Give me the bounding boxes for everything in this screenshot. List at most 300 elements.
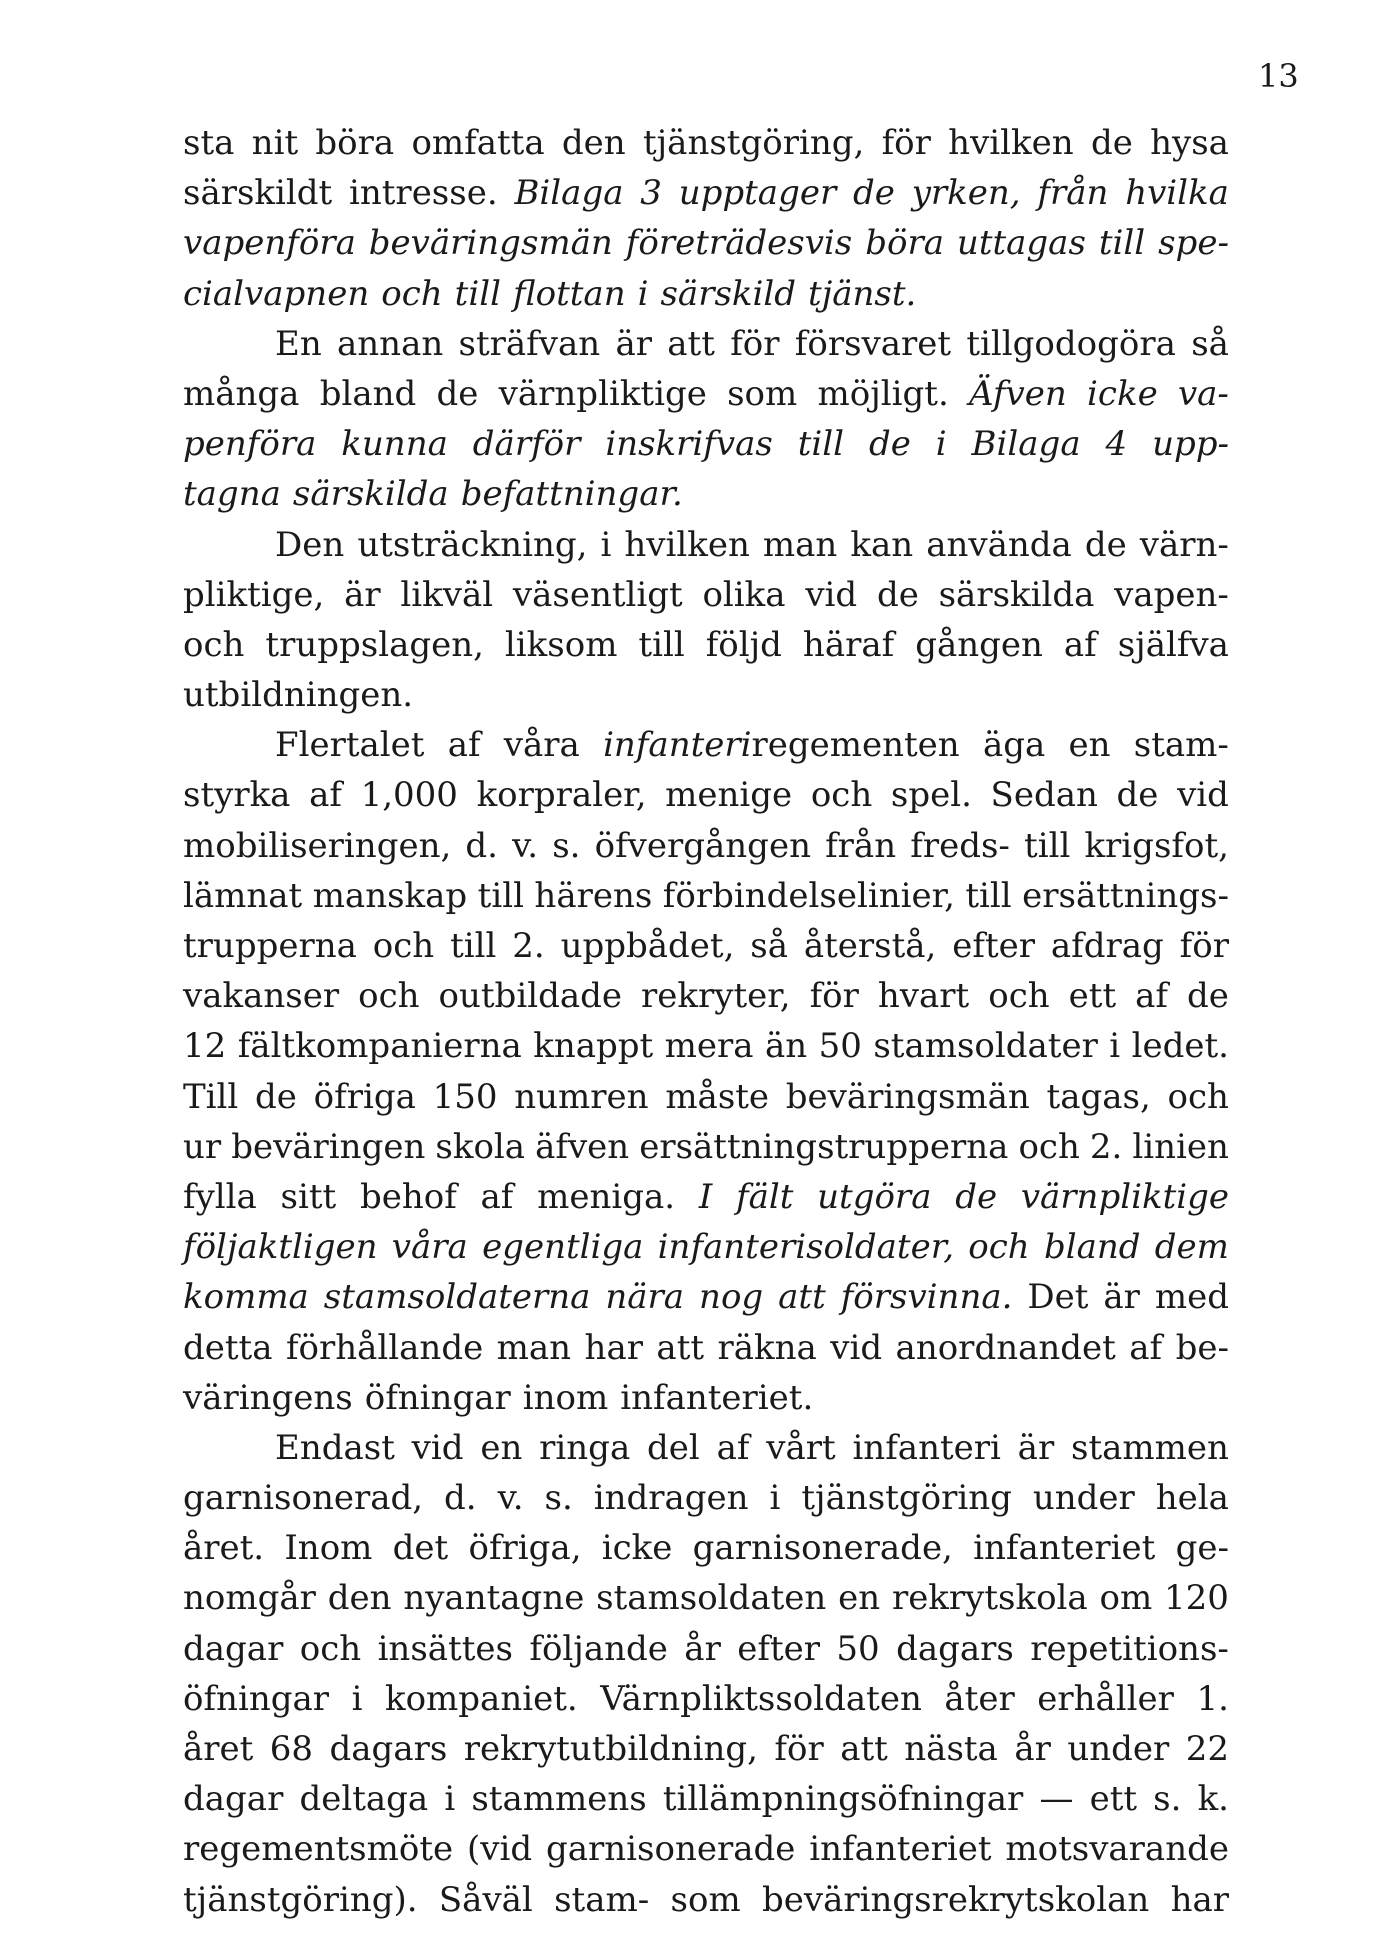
word: Äfven <box>969 373 1067 414</box>
word: värnpliktige <box>1020 1176 1229 1217</box>
word: deltaga <box>299 1779 429 1820</box>
text-line <box>183 469 1229 519</box>
word: att <box>667 323 715 364</box>
text-line <box>183 369 1229 419</box>
word: sitt <box>280 1176 337 1217</box>
word: och <box>810 775 873 816</box>
word: sträfvan <box>458 323 601 364</box>
text-line <box>183 1774 1229 1824</box>
word: infanteriet <box>973 1528 1156 1569</box>
word: gången <box>915 624 1043 665</box>
word: fältkompanierna <box>237 1026 522 1067</box>
word: efter <box>737 1628 820 1669</box>
word: hela <box>1155 1478 1229 1519</box>
word: åter <box>944 1678 1015 1719</box>
word: bland <box>319 373 417 414</box>
word: komma <box>183 1277 309 1318</box>
word: man <box>496 1327 572 1368</box>
word: till <box>965 875 1012 916</box>
word: tillgodogöra <box>966 323 1176 364</box>
word: freds- <box>910 825 1010 866</box>
word: 120 <box>1164 1578 1229 1619</box>
word: utsträckning, <box>357 524 588 565</box>
word: beväringen <box>231 1126 426 1167</box>
word: 12 <box>183 1026 227 1067</box>
text-line <box>183 1072 1229 1122</box>
word: nomgår <box>183 1578 316 1619</box>
word: manskap <box>312 875 468 916</box>
page-number: 13 <box>1258 57 1299 95</box>
word: som <box>727 373 798 414</box>
word: omfatta <box>411 123 545 163</box>
text-line <box>183 319 1229 369</box>
word: s. <box>544 1478 573 1519</box>
word: och <box>381 273 443 314</box>
word: repetitions- <box>1030 1628 1229 1669</box>
word: vid <box>830 1327 883 1368</box>
word: olika <box>702 574 786 615</box>
word: och <box>968 1227 1030 1268</box>
body-text <box>183 118 1229 1925</box>
word: garnisonerad, <box>183 1478 424 1519</box>
word: Endast <box>275 1427 395 1468</box>
word: hvilken <box>624 524 750 565</box>
word: äfven <box>535 1126 630 1167</box>
word: tjänst. <box>808 273 917 314</box>
word: 50 <box>818 1026 862 1067</box>
text-line <box>183 670 1229 720</box>
word: dagar <box>183 1628 284 1669</box>
word: häraf <box>802 624 895 665</box>
word: året <box>183 1729 254 1769</box>
text-line <box>183 1122 1229 1172</box>
word: meniga. <box>537 1176 676 1217</box>
word: i <box>444 1779 456 1820</box>
word: till <box>454 273 501 314</box>
word: de <box>955 1176 998 1217</box>
word: Flertalet <box>275 725 425 766</box>
word: Den <box>275 524 345 565</box>
word: öfningar <box>364 1377 511 1418</box>
word: be- <box>1175 1327 1229 1368</box>
word: vid <box>805 574 858 615</box>
word: vakanser <box>183 976 340 1017</box>
text-line <box>183 871 1229 921</box>
word: en <box>1068 725 1111 766</box>
text-line <box>183 1423 1229 1473</box>
word: i <box>769 1478 781 1519</box>
word: till <box>450 926 497 966</box>
word: nästa <box>904 1729 998 1769</box>
word: 1. <box>1196 1678 1229 1719</box>
text-line <box>183 419 1229 469</box>
word: ersättningstrupperna <box>639 1126 1009 1167</box>
word: nära <box>605 1277 685 1318</box>
word: pliktige, <box>183 574 325 615</box>
word: infanteriet <box>809 1829 992 1870</box>
word: så <box>750 926 788 966</box>
word: de <box>1116 775 1159 816</box>
word: af <box>309 775 342 816</box>
word: 150 <box>432 1076 498 1117</box>
word: följaktligen <box>183 1227 378 1268</box>
word: ett <box>1089 1779 1138 1820</box>
word: infanterisoldater, <box>657 1227 955 1268</box>
word: va- <box>1177 373 1229 414</box>
word: knappt <box>533 1026 654 1067</box>
word: tjänstgöring <box>801 1478 1012 1519</box>
word: vid <box>411 1427 464 1468</box>
word: till <box>1098 223 1146 264</box>
word: garnisonerade, <box>692 1528 953 1569</box>
word: följd <box>705 624 782 665</box>
word: väringens <box>183 1377 353 1418</box>
word: 4 <box>1105 424 1128 465</box>
word: d. <box>444 1478 477 1519</box>
word: vapenföra <box>183 223 356 264</box>
word: af <box>716 1427 750 1468</box>
word: dem <box>1154 1227 1229 1268</box>
word: liksom <box>504 624 618 665</box>
word: inskrifvas <box>605 424 773 465</box>
word: utbildningen. <box>183 675 414 716</box>
word: skola <box>435 1126 526 1167</box>
word: kunna <box>341 424 448 465</box>
word: nog <box>699 1277 764 1318</box>
word: insättes <box>377 1628 513 1669</box>
word: för <box>1179 926 1229 966</box>
word: beväringsmän <box>785 1076 1030 1117</box>
word: s. <box>1153 1779 1182 1820</box>
word: hvilken <box>948 123 1074 163</box>
word: den <box>561 123 626 163</box>
word: nit <box>251 123 299 163</box>
word: af <box>480 1176 514 1217</box>
word: våra <box>391 1227 468 1268</box>
word: mobiliseringen, <box>183 825 452 866</box>
word: själfva <box>1117 624 1229 665</box>
word: äga <box>982 725 1046 766</box>
word: — <box>1039 1779 1074 1820</box>
text-line <box>183 570 1229 620</box>
word: är <box>615 323 652 364</box>
word: uppbådet, <box>560 926 735 966</box>
word: vapen- <box>1114 574 1229 615</box>
word: (vid <box>467 1829 533 1870</box>
word: som <box>670 1879 741 1920</box>
word: måste <box>665 1076 770 1117</box>
word: i <box>935 424 947 465</box>
word: spel. <box>890 775 972 816</box>
word: för <box>881 123 931 163</box>
word: outbildade <box>438 976 622 1017</box>
word: den <box>327 1578 392 1619</box>
word: återstå, <box>803 926 937 966</box>
word: k. <box>1197 1779 1229 1820</box>
word: är <box>344 574 381 615</box>
word: regementen <box>751 725 960 766</box>
word: stammens <box>471 1779 647 1820</box>
word: räkna <box>717 1327 817 1368</box>
word: ersättnings- <box>1022 875 1229 916</box>
text-line <box>183 1523 1229 1573</box>
word: och <box>358 976 420 1017</box>
word: d. <box>465 825 498 866</box>
word: år <box>684 1628 721 1669</box>
word: truppslagen, <box>265 624 484 665</box>
word: i <box>1109 1026 1121 1067</box>
word: sta <box>183 123 235 163</box>
word: dagars <box>896 1628 1014 1669</box>
word: en <box>838 1578 881 1619</box>
word: de <box>1187 976 1229 1017</box>
text-line <box>183 1172 1229 1222</box>
word: infanteri <box>603 725 752 766</box>
word: befattningar. <box>460 474 683 515</box>
word: år <box>1014 1729 1051 1769</box>
word: är <box>1017 1427 1055 1468</box>
word: och <box>1018 1126 1080 1167</box>
word: öfriga <box>313 1076 416 1117</box>
word: af <box>1129 1327 1163 1368</box>
word: annan <box>337 323 444 364</box>
word: Till <box>183 1076 239 1117</box>
word: yrken, <box>911 173 1021 214</box>
word: från <box>825 825 897 866</box>
word: 1,000 <box>360 775 458 816</box>
word: v. <box>497 1478 524 1519</box>
word: och <box>372 926 435 966</box>
text-line <box>183 921 1229 971</box>
word: flottan <box>512 273 626 314</box>
word: bland <box>1043 1227 1141 1268</box>
word: för <box>730 323 780 364</box>
word: Värnpliktssoldaten <box>600 1678 922 1719</box>
text-line <box>183 1473 1229 1523</box>
word: fält <box>736 1176 794 1217</box>
word: linien <box>1132 1126 1229 1167</box>
word: ledet. <box>1131 1026 1229 1067</box>
word: öfningar <box>183 1678 330 1719</box>
word: öfvergången <box>594 825 811 866</box>
word: Bilaga <box>514 173 624 214</box>
word: från <box>1037 173 1109 214</box>
word: stam- <box>1133 725 1229 766</box>
word: regementsmöte <box>183 1829 454 1870</box>
word: indragen <box>593 1478 749 1519</box>
word: tjänstgöring). <box>183 1879 418 1920</box>
word: Bilaga <box>971 424 1081 465</box>
word: försvinna. <box>840 1277 1013 1318</box>
word: rekryter, <box>641 976 791 1017</box>
word: styrka <box>183 775 291 816</box>
word: försvaret <box>794 323 952 364</box>
text-line <box>183 118 1229 168</box>
word: utgöra <box>817 1176 932 1217</box>
text-line <box>183 821 1229 871</box>
word: i <box>600 524 612 565</box>
word: likväl <box>400 574 494 615</box>
text-line <box>183 269 1229 319</box>
word: efter <box>952 926 1035 966</box>
text-line <box>183 1674 1229 1724</box>
word: Sedan <box>990 775 1098 816</box>
word: och <box>1167 1076 1229 1117</box>
word: s. <box>552 825 581 866</box>
word: möjligt. <box>817 373 949 414</box>
text-line <box>183 1021 1229 1071</box>
word: de <box>868 424 911 465</box>
word: kan <box>850 524 914 565</box>
word: företrädesvis <box>625 223 853 264</box>
word: Såväl <box>438 1879 533 1920</box>
word: ur <box>183 1126 222 1167</box>
word: 3 <box>640 173 662 214</box>
word: 22 <box>1185 1729 1229 1769</box>
word: uttagas <box>956 223 1086 264</box>
text-line <box>183 520 1229 570</box>
text-line <box>183 1875 1229 1925</box>
word: detta <box>183 1327 273 1368</box>
word: infanteri <box>852 1427 1001 1468</box>
word: följande <box>529 1628 668 1669</box>
word: värn- <box>1139 524 1229 565</box>
word: man <box>762 524 838 565</box>
word: stamsoldaterna <box>323 1277 591 1318</box>
word: har <box>584 1327 643 1368</box>
word: upptager <box>678 173 837 214</box>
word: många <box>183 373 300 414</box>
word: korpraler, <box>476 775 647 816</box>
word: afdrag <box>1050 926 1164 966</box>
word: hvart <box>877 976 970 1017</box>
word: icke <box>601 1528 673 1569</box>
word: året. <box>183 1528 265 1569</box>
word: ge- <box>1175 1528 1229 1569</box>
word: har <box>1170 1879 1229 1920</box>
word: rekrytutbildning, <box>463 1729 758 1769</box>
text-line <box>183 168 1229 218</box>
word: i <box>351 1678 363 1719</box>
text-line <box>183 1824 1229 1874</box>
word: för <box>809 976 859 1017</box>
word: Det <box>1027 1277 1089 1318</box>
word: menige <box>665 775 793 816</box>
word: dagar <box>183 1779 284 1820</box>
word: rekrytskola <box>891 1578 1088 1619</box>
word: de <box>1084 524 1127 565</box>
word: det <box>392 1528 449 1569</box>
word: en <box>480 1427 523 1468</box>
word: våra <box>503 725 580 766</box>
word: särskild <box>660 273 797 314</box>
word: de <box>1090 123 1133 163</box>
text-line <box>183 1323 1229 1373</box>
word: till <box>797 424 845 465</box>
word: penföra <box>183 424 317 465</box>
text-line <box>183 1373 1229 1423</box>
word: icke <box>1087 373 1158 414</box>
word: de <box>853 173 895 214</box>
word: så <box>1191 323 1229 364</box>
word: anordnandet <box>895 1327 1116 1368</box>
word: af <box>447 725 481 766</box>
word: och <box>988 976 1050 1017</box>
word: tagas, <box>1046 1076 1151 1117</box>
word: fylla <box>183 1176 257 1217</box>
word: v. <box>512 825 539 866</box>
word: trupperna <box>183 926 357 966</box>
word: nyantagne <box>403 1578 585 1619</box>
word: stamsoldater <box>873 1026 1098 1067</box>
word: och <box>299 1628 362 1669</box>
word: cialvapnen <box>183 273 370 314</box>
word: stamsoldaten <box>596 1578 827 1619</box>
word: än <box>765 1026 808 1067</box>
word: tagna <box>183 474 281 515</box>
word: erhåller <box>1037 1678 1174 1719</box>
text-line <box>183 971 1229 1021</box>
word: 2. <box>1089 1126 1123 1167</box>
word: beväringsrekrytskolan <box>762 1879 1150 1920</box>
word: med <box>1154 1277 1229 1318</box>
word: mera <box>664 1026 754 1067</box>
word: stammen <box>1071 1427 1229 1468</box>
word: 68 <box>269 1729 314 1769</box>
word: beväringsmän <box>368 223 613 264</box>
word: motsvarande <box>1005 1829 1229 1870</box>
word: af <box>1135 976 1168 1017</box>
text-line <box>183 1573 1229 1623</box>
word: tjänstgöring, <box>642 123 865 163</box>
word: 50 <box>836 1628 880 1669</box>
word: särskilda <box>938 574 1095 615</box>
text-line <box>183 620 1229 670</box>
word-group <box>603 720 960 770</box>
word: infanteriet. <box>620 1377 814 1418</box>
word: del <box>647 1427 700 1468</box>
word: ett <box>1068 976 1117 1017</box>
word: krigsfot, <box>1084 825 1229 866</box>
text-line <box>183 1724 1229 1774</box>
word: intresse. <box>349 173 498 214</box>
word: väsentligt <box>512 574 683 615</box>
text-line <box>183 218 1229 268</box>
word: värnpliktige <box>498 373 707 414</box>
word: är <box>1103 1277 1140 1318</box>
word: de <box>876 574 919 615</box>
word: de <box>436 373 479 414</box>
word: numren <box>514 1076 649 1117</box>
word: tillämpningsöfningar <box>662 1779 1024 1820</box>
word: i <box>637 273 649 314</box>
text-line <box>183 720 1229 770</box>
word: stam- <box>554 1879 650 1920</box>
word: och <box>183 624 245 665</box>
word: öfriga, <box>468 1528 582 1569</box>
word: dagars <box>329 1729 448 1769</box>
word: En <box>275 323 322 364</box>
word: för <box>774 1729 824 1769</box>
word: om <box>1099 1578 1153 1619</box>
word: förbindelselinier, <box>662 875 955 916</box>
word: till <box>1024 825 1071 866</box>
word: hvilka <box>1125 173 1229 214</box>
word: garnisonerade <box>546 1829 796 1870</box>
word: behof <box>359 1176 457 1217</box>
word: att <box>840 1729 888 1769</box>
word: lämnat <box>183 875 303 916</box>
